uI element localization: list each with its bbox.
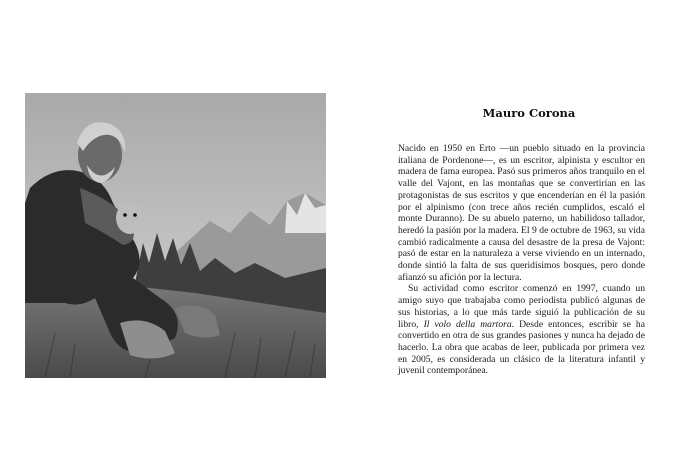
author-biography (398, 143, 645, 377)
author-photo-illustration (25, 93, 326, 378)
bio-paragraph-1: Nacido en 1950 en Erto —un pueblo situado en la provincia italiana de Pordenone—, es un escritor, alpinista y escultor en madera de fama europea. Pasó sus primeros años tranquilo en el valle del Vajont, en las montañas que se convertirían en las protagonistas de sus escritos y que encenderían en él la pasión por el alpinismo (con trece años recién cumplidos, escaló el monte Duranno). De su abuelo paterno, un habilidoso tallador, heredó la pasión por la madera. El 9 de octubre de 1963, su vida cambió radicalmente a causa del desastre de la presa de Vajont: pasó de estar en la naturaleza a verse viviendo en un internado, donde sintió la falta de sus queridísimos bosques, pero donde afianzó su afición por la lectura. (398, 143, 645, 283)
photo-dog-eye-right (133, 213, 137, 217)
bio-paragraph-2-end: . Desde entonces, escribir se ha convertido en otra de sus grandes pasiones y nunca ha dejado de hacerlo. La obra que acabas de leer, publicada por primera vez en 2005, es considerada un clásico de la literatura infantil y juvenil contemporánea. (398, 318, 645, 377)
book-title: Il volo della martora (423, 318, 512, 330)
bio-paragraph-2-start: Su actividad como escritor comenzó en 1997, cuando un amigo suyo que trabajaba como periodista publicó algunas de sus historias, a lo que más tarde siguió la publicación de su libro, (398, 283, 645, 330)
author-photo (25, 93, 326, 378)
photo-dog-eye-left (123, 213, 127, 217)
photo-dog (116, 202, 144, 234)
bio-paragraph-2 (398, 283, 645, 377)
author-name-heading: Mauro Corona (482, 106, 576, 120)
